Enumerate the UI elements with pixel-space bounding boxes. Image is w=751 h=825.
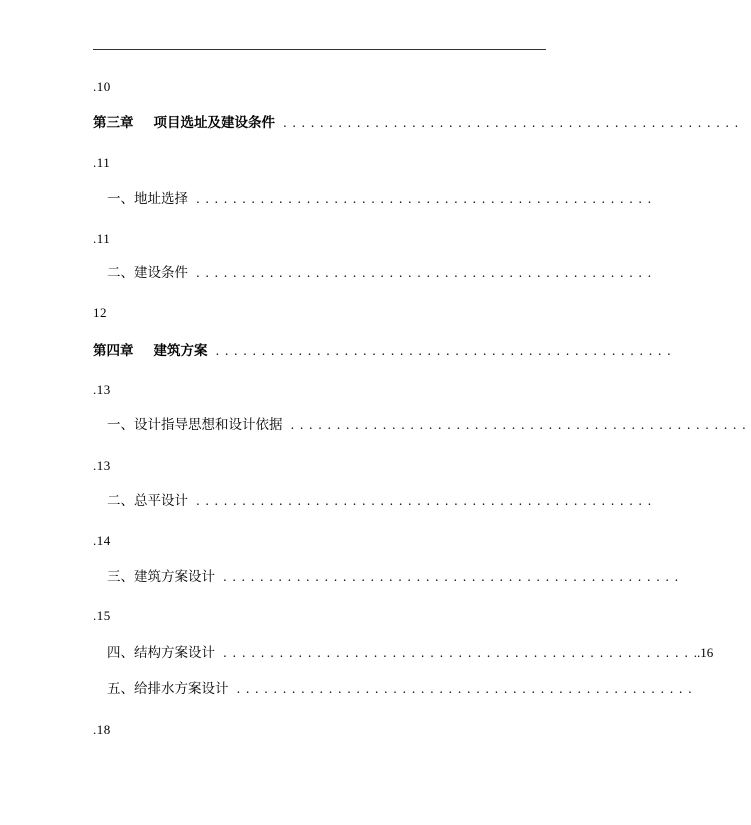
page-number: .14 xyxy=(93,533,111,548)
toc-leader-dots: .................................................. xyxy=(215,344,677,358)
toc-section-design-guidelines[interactable] xyxy=(93,415,751,435)
page-number: .11 xyxy=(93,231,111,246)
toc-section-title: 四、结构方案设计 xyxy=(107,645,215,661)
page-number: .13 xyxy=(93,382,111,397)
header-rule xyxy=(93,49,546,50)
toc-leader-dots: .................................................. xyxy=(236,682,698,696)
toc-leader-dots: .................................................. xyxy=(290,418,751,432)
toc-section-site-plan[interactable] xyxy=(93,491,657,511)
toc-leader-dots: .................................................. xyxy=(283,116,744,130)
toc-leader-dots: .................................................. xyxy=(223,570,684,584)
toc-leader-dots: .................................................. xyxy=(196,266,657,280)
toc-chapter-4[interactable] xyxy=(93,341,677,361)
toc-section-site-selection[interactable] xyxy=(93,189,657,209)
toc-chapter-3[interactable] xyxy=(93,113,744,133)
page-number: .11 xyxy=(93,155,111,170)
toc-section-title: 二、总平设计 xyxy=(107,493,188,509)
toc-section-title: 五、给排水方案设计 xyxy=(107,681,229,697)
toc-leader-dots: .................................................. xyxy=(196,192,657,206)
toc-section-title: 一、设计指导思想和设计依据 xyxy=(107,417,283,433)
toc-section-structural-scheme[interactable] xyxy=(93,643,714,663)
page-number: ..16 xyxy=(693,645,714,660)
toc-leader-dots: .................................................. xyxy=(223,646,694,660)
toc-section-construction-conditions[interactable] xyxy=(93,263,657,283)
page-number: .10 xyxy=(93,79,111,94)
toc-leader-dots: .................................................. xyxy=(196,494,657,508)
toc-section-title: 二、建设条件 xyxy=(107,265,188,281)
page-number: .18 xyxy=(93,722,111,737)
toc-chapter-title: 第四章 建筑方案 xyxy=(93,343,208,359)
toc-section-architectural-scheme[interactable] xyxy=(93,567,684,587)
toc-section-plumbing-scheme[interactable] xyxy=(93,679,698,699)
page-number: .13 xyxy=(93,458,111,473)
toc-chapter-title: 第三章 项目选址及建设条件 xyxy=(93,115,275,131)
toc-section-title: 一、地址选择 xyxy=(107,191,188,207)
toc-section-title: 三、建筑方案设计 xyxy=(107,569,215,585)
page-number: .15 xyxy=(93,608,111,623)
page-number: 12 xyxy=(93,305,107,320)
